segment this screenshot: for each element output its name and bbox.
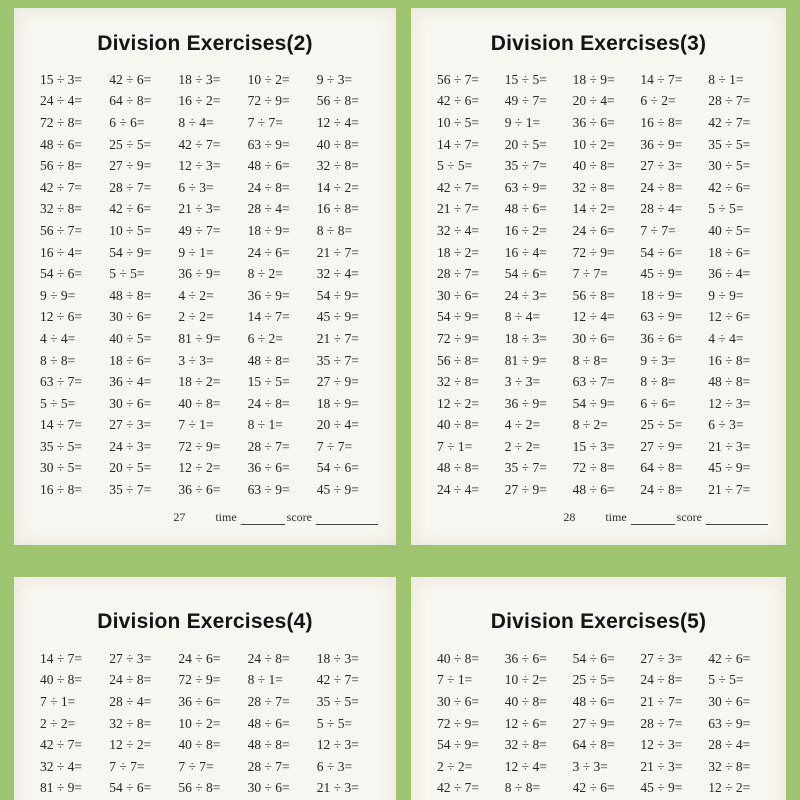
division-problem: 27 ÷ 9= [109,158,152,174]
division-problem: 18 ÷ 9= [247,222,290,238]
division-problem: 42 ÷ 6= [708,650,751,666]
score-label: score [286,509,312,524]
division-problem: 21 ÷ 7= [640,693,683,709]
division-problem: 14 ÷ 7= [437,136,480,152]
division-problem: 15 ÷ 3= [572,438,615,454]
division-problem: 28 ÷ 4= [708,737,751,753]
division-problem: 24 ÷ 6= [572,222,615,238]
division-problem: 32 ÷ 4= [316,266,359,282]
division-problem: 49 ÷ 7= [178,222,221,238]
division-problem: 8 ÷ 8= [40,352,76,368]
division-problem: 30 ÷ 5= [40,460,83,476]
division-problem: 30 ÷ 6= [572,330,615,346]
problems-grid [14,69,396,501]
problems-grid [411,648,786,799]
page-title: Division Exercises(2) [97,32,313,55]
division-problem: 9 ÷ 9= [40,287,76,303]
division-problem: 28 ÷ 7= [708,93,751,109]
division-problem: 48 ÷ 6= [247,715,290,731]
division-problem: 72 ÷ 9= [178,672,221,688]
division-problem: 35 ÷ 7= [504,460,547,476]
division-problem: 48 ÷ 8= [708,374,751,390]
division-problem: 12 ÷ 6= [708,309,751,325]
division-problem: 9 ÷ 1= [178,244,214,260]
division-problem: 32 ÷ 8= [572,179,615,195]
division-problem: 54 ÷ 6= [640,244,683,260]
worksheet-page-division-5 [411,577,786,800]
division-problem: 7 ÷ 7= [247,114,283,130]
division-problem: 28 ÷ 7= [247,438,290,454]
division-problem: 54 ÷ 6= [504,266,547,282]
division-problem: 40 ÷ 8= [40,672,83,688]
division-problem: 12 ÷ 4= [316,114,359,130]
division-problem: 45 ÷ 9= [316,309,359,325]
division-problem: 40 ÷ 8= [572,158,615,174]
division-problem: 7 ÷ 7= [640,222,676,238]
division-problem: 36 ÷ 6= [504,650,547,666]
division-problem: 24 ÷ 8= [640,179,683,195]
division-problem: 16 ÷ 8= [40,482,83,498]
division-problem: 36 ÷ 6= [247,460,290,476]
division-problem: 63 ÷ 7= [40,374,83,390]
division-problem: 42 ÷ 6= [708,179,751,195]
division-problem: 7 ÷ 7= [178,758,214,774]
division-problem: 56 ÷ 8= [40,158,83,174]
division-problem: 32 ÷ 8= [316,158,359,174]
division-problem: 8 ÷ 2= [247,266,283,282]
division-problem: 45 ÷ 9= [708,460,751,476]
division-problem: 48 ÷ 8= [247,737,290,753]
division-problem: 20 ÷ 4= [572,93,615,109]
division-problem: 63 ÷ 9= [247,482,290,498]
division-problem: 15 ÷ 5= [247,374,290,390]
division-problem: 32 ÷ 8= [109,715,152,731]
division-problem: 27 ÷ 3= [109,650,152,666]
division-problem: 8 ÷ 8= [316,222,353,238]
division-problem: 27 ÷ 3= [640,158,683,174]
division-problem: 28 ÷ 4= [640,201,683,217]
division-problem: 54 ÷ 9= [572,395,615,411]
division-problem: 45 ÷ 9= [640,266,683,282]
division-problem: 40 ÷ 8= [437,417,480,433]
division-problem: 40 ÷ 8= [178,395,221,411]
division-problem: 56 ÷ 8= [316,93,359,109]
page-title: Division Exercises(3) [490,32,707,55]
division-problem: 54 ÷ 9= [109,244,152,260]
division-problem: 48 ÷ 8= [109,287,152,303]
division-problem: 48 ÷ 6= [572,693,615,709]
division-problem: 27 ÷ 9= [504,482,547,498]
division-problem: 12 ÷ 4= [504,758,547,774]
division-problem: 18 ÷ 3= [178,71,221,87]
division-problem: 27 ÷ 3= [640,650,683,666]
division-problem: 6 ÷ 2= [247,330,283,346]
division-problem: 5 ÷ 5= [708,672,744,688]
division-problem: 8 ÷ 1= [247,417,283,433]
division-problem: 32 ÷ 8= [40,201,83,217]
division-problem: 6 ÷ 6= [109,114,145,130]
division-problem: 28 ÷ 7= [109,179,152,195]
division-problem: 12 ÷ 6= [40,309,83,325]
division-problem: 72 ÷ 9= [178,438,221,454]
division-problem: 36 ÷ 6= [572,114,615,130]
division-problem: 42 ÷ 6= [109,201,152,217]
time-label: time [605,509,627,524]
score-blank-line [706,513,768,525]
division-problem: 48 ÷ 6= [40,136,83,152]
division-problem: 32 ÷ 4= [437,222,480,238]
division-problem: 81 ÷ 9= [40,780,83,796]
division-problem: 28 ÷ 7= [437,266,480,282]
division-problem: 30 ÷ 6= [437,287,480,303]
division-problem: 8 ÷ 4= [504,309,541,325]
division-problem: 36 ÷ 9= [178,266,221,282]
division-problem: 8 ÷ 4= [178,114,214,130]
division-problem: 48 ÷ 6= [572,482,615,498]
division-problem: 25 ÷ 5= [109,136,152,152]
division-problem: 36 ÷ 4= [708,266,751,282]
worksheet-page-division-3 [411,8,786,545]
division-problem: 16 ÷ 2= [504,222,547,238]
division-problem: 7 ÷ 1= [40,693,76,709]
division-problem: 5 ÷ 5= [316,715,353,731]
division-problem: 24 ÷ 6= [178,650,221,666]
division-problem: 24 ÷ 4= [40,93,83,109]
division-problem: 35 ÷ 5= [708,136,751,152]
division-problem: 10 ÷ 2= [247,71,290,87]
division-problem: 8 ÷ 2= [572,417,608,433]
division-problem: 14 ÷ 7= [640,71,683,87]
division-problem: 24 ÷ 3= [504,287,547,303]
division-problem: 35 ÷ 5= [316,693,359,709]
division-problem: 35 ÷ 7= [109,482,152,498]
page-number: 27 [173,509,186,524]
division-problem: 48 ÷ 8= [247,352,290,368]
division-problem: 20 ÷ 5= [504,136,547,152]
division-problem: 35 ÷ 7= [316,352,359,368]
division-problem: 42 ÷ 6= [437,93,480,109]
division-problem: 36 ÷ 6= [178,693,221,709]
division-problem: 21 ÷ 3= [640,758,683,774]
division-problem: 8 ÷ 1= [247,672,283,688]
division-problem: 3 ÷ 3= [572,758,608,774]
division-problem: 14 ÷ 7= [40,417,83,433]
division-problem: 24 ÷ 8= [247,179,290,195]
division-problem: 28 ÷ 4= [109,693,152,709]
division-problem: 16 ÷ 8= [316,201,359,217]
division-problem: 5 ÷ 5= [109,266,145,282]
division-problem: 56 ÷ 8= [178,780,221,796]
division-problem: 72 ÷ 9= [437,330,480,346]
division-problem: 20 ÷ 4= [316,417,359,433]
division-problem: 6 ÷ 3= [316,758,353,774]
division-problem: 40 ÷ 8= [437,650,480,666]
division-problem: 54 ÷ 9= [437,737,480,753]
score-blank-line [316,513,378,525]
division-problem: 14 ÷ 7= [40,650,83,666]
division-problem: 7 ÷ 7= [109,758,145,774]
division-problem: 81 ÷ 9= [504,352,547,368]
division-problem: 42 ÷ 7= [437,179,480,195]
division-problem: 32 ÷ 8= [708,758,751,774]
division-problem: 40 ÷ 8= [178,737,221,753]
page-footer [411,510,786,525]
division-problem: 28 ÷ 7= [640,715,683,731]
division-problem: 54 ÷ 6= [40,266,83,282]
division-problem: 48 ÷ 8= [437,460,480,476]
division-problem: 54 ÷ 9= [316,287,359,303]
division-problem: 24 ÷ 8= [640,482,683,498]
division-problem: 48 ÷ 6= [247,158,290,174]
division-problem: 21 ÷ 7= [708,482,751,498]
division-problem: 12 ÷ 6= [504,715,547,731]
division-problem: 12 ÷ 3= [640,737,683,753]
division-problem: 72 ÷ 9= [247,93,290,109]
division-problem: 27 ÷ 9= [316,374,359,390]
division-problem: 12 ÷ 3= [178,158,221,174]
division-problem: 21 ÷ 3= [178,201,221,217]
division-problem: 64 ÷ 8= [572,737,615,753]
division-problem: 30 ÷ 6= [437,693,480,709]
division-problem: 32 ÷ 8= [504,737,547,753]
division-problem: 48 ÷ 6= [504,201,547,217]
division-problem: 54 ÷ 6= [316,460,359,476]
problems-grid [14,648,396,799]
division-problem: 2 ÷ 2= [40,715,76,731]
division-problem: 54 ÷ 6= [109,780,152,796]
division-problem: 6 ÷ 2= [640,93,676,109]
division-problem: 12 ÷ 2= [708,780,751,796]
division-problem: 28 ÷ 7= [247,758,290,774]
division-problem: 3 ÷ 3= [504,374,541,390]
division-problem: 16 ÷ 2= [178,93,221,109]
division-problem: 10 ÷ 2= [178,715,221,731]
division-problem: 45 ÷ 9= [640,780,683,796]
division-problem: 27 ÷ 9= [572,715,615,731]
division-problem: 12 ÷ 4= [572,309,615,325]
division-problem: 16 ÷ 4= [40,244,83,260]
division-problem: 12 ÷ 3= [708,395,751,411]
division-problem: 2 ÷ 2= [178,309,214,325]
division-problem: 45 ÷ 9= [316,482,359,498]
division-problem: 54 ÷ 6= [572,650,615,666]
division-problem: 56 ÷ 8= [572,287,615,303]
division-problem: 21 ÷ 7= [316,330,359,346]
page-title: Division Exercises(5) [490,610,707,633]
worksheet-page-division-4 [14,577,396,800]
division-problem: 14 ÷ 2= [572,201,615,217]
division-problem: 18 ÷ 9= [316,395,359,411]
division-problem: 18 ÷ 3= [316,650,359,666]
division-problem: 5 ÷ 5= [40,395,76,411]
division-problem: 18 ÷ 2= [178,374,221,390]
division-problem: 21 ÷ 7= [437,201,480,217]
time-blank-line [631,513,675,525]
division-problem: 25 ÷ 5= [572,672,615,688]
division-problem: 7 ÷ 1= [437,438,473,454]
division-problem: 12 ÷ 2= [178,460,221,476]
division-problem: 18 ÷ 2= [437,244,480,260]
division-problem: 36 ÷ 6= [640,330,683,346]
division-problem: 25 ÷ 5= [640,417,683,433]
division-problem: 36 ÷ 4= [109,374,152,390]
division-problem: 9 ÷ 3= [640,352,676,368]
division-problem: 14 ÷ 2= [316,179,359,195]
division-problem: 27 ÷ 9= [640,438,683,454]
division-problem: 3 ÷ 3= [178,352,214,368]
division-problem: 27 ÷ 3= [109,417,152,433]
division-problem: 4 ÷ 4= [708,330,744,346]
division-problem: 12 ÷ 3= [316,737,359,753]
division-problem: 15 ÷ 5= [504,71,547,87]
division-problem: 5 ÷ 5= [437,158,473,174]
division-problem: 4 ÷ 4= [40,330,76,346]
division-problem: 24 ÷ 6= [247,244,290,260]
division-problem: 28 ÷ 4= [247,201,290,217]
time-blank-line [241,513,285,525]
division-problem: 30 ÷ 6= [708,693,751,709]
division-problem: 63 ÷ 9= [640,309,683,325]
division-problem: 63 ÷ 9= [247,136,290,152]
division-problem: 42 ÷ 7= [40,179,83,195]
division-problem: 9 ÷ 3= [316,71,353,87]
division-problem: 10 ÷ 2= [504,672,547,688]
division-problem: 21 ÷ 3= [316,780,359,796]
division-problem: 42 ÷ 6= [572,780,615,796]
division-problem: 56 ÷ 7= [40,222,83,238]
division-problem: 24 ÷ 8= [247,650,290,666]
division-problem: 20 ÷ 5= [109,460,152,476]
page-footer [14,510,396,525]
division-problem: 42 ÷ 7= [178,136,221,152]
division-problem: 9 ÷ 9= [708,287,744,303]
division-problem: 54 ÷ 9= [437,309,480,325]
division-problem: 16 ÷ 8= [640,114,683,130]
division-problem: 18 ÷ 3= [504,330,547,346]
division-problem: 7 ÷ 7= [316,438,353,454]
division-problem: 10 ÷ 5= [109,222,152,238]
division-problem: 56 ÷ 7= [437,71,480,87]
division-problem: 40 ÷ 5= [708,222,751,238]
division-problem: 64 ÷ 8= [640,460,683,476]
division-problem: 32 ÷ 8= [437,374,480,390]
division-problem: 36 ÷ 6= [178,482,221,498]
division-problem: 10 ÷ 2= [572,136,615,152]
division-problem: 28 ÷ 7= [247,693,290,709]
division-problem: 72 ÷ 8= [572,460,615,476]
division-problem: 9 ÷ 1= [504,114,541,130]
division-problem: 36 ÷ 9= [504,395,547,411]
division-problem: 63 ÷ 9= [708,715,751,731]
division-problem: 2 ÷ 2= [504,438,541,454]
division-problem: 72 ÷ 8= [40,114,83,130]
division-problem: 15 ÷ 3= [40,71,83,87]
division-problem: 10 ÷ 5= [437,114,480,130]
division-problem: 42 ÷ 7= [437,780,480,796]
division-problem: 42 ÷ 7= [40,737,83,753]
division-problem: 40 ÷ 8= [316,136,359,152]
division-problem: 35 ÷ 5= [40,438,83,454]
division-problem: 7 ÷ 1= [437,672,473,688]
division-problem: 42 ÷ 6= [109,71,152,87]
division-problem: 12 ÷ 2= [437,395,480,411]
division-problem: 12 ÷ 2= [109,737,152,753]
division-problem: 24 ÷ 8= [109,672,152,688]
division-problem: 16 ÷ 8= [708,352,751,368]
division-problem: 36 ÷ 9= [640,136,683,152]
division-problem: 8 ÷ 8= [572,352,608,368]
division-problem: 36 ÷ 9= [247,287,290,303]
division-problem: 18 ÷ 9= [572,71,615,87]
division-problem: 7 ÷ 7= [572,266,608,282]
division-problem: 42 ÷ 7= [316,672,359,688]
problems-grid [411,69,786,501]
division-problem: 6 ÷ 3= [708,417,744,433]
division-problem: 30 ÷ 6= [109,309,152,325]
division-problem: 5 ÷ 5= [708,201,744,217]
score-label: score [676,509,702,524]
division-problem: 72 ÷ 9= [437,715,480,731]
division-problem: 18 ÷ 6= [109,352,152,368]
division-problem: 40 ÷ 5= [109,330,152,346]
division-problem: 63 ÷ 9= [504,179,547,195]
division-problem: 24 ÷ 3= [109,438,152,454]
division-problem: 35 ÷ 7= [504,158,547,174]
division-problem: 8 ÷ 8= [504,780,541,796]
division-problem: 24 ÷ 4= [437,482,480,498]
division-problem: 16 ÷ 4= [504,244,547,260]
division-problem: 8 ÷ 8= [640,374,676,390]
division-problem: 63 ÷ 7= [572,374,615,390]
division-problem: 21 ÷ 3= [708,438,751,454]
worksheet-page-division-2 [14,8,396,545]
division-problem: 72 ÷ 9= [572,244,615,260]
division-problem: 18 ÷ 9= [640,287,683,303]
division-problem: 14 ÷ 7= [247,309,290,325]
division-problem: 42 ÷ 7= [708,114,751,130]
page-title: Division Exercises(4) [97,610,313,633]
division-problem: 18 ÷ 6= [708,244,751,260]
division-problem: 56 ÷ 8= [437,352,480,368]
division-problem: 30 ÷ 6= [247,780,290,796]
division-problem: 7 ÷ 1= [178,417,214,433]
division-problem: 2 ÷ 2= [437,758,473,774]
division-problem: 40 ÷ 8= [504,693,547,709]
time-label: time [215,509,237,524]
division-problem: 32 ÷ 4= [40,758,83,774]
division-problem: 6 ÷ 3= [178,179,214,195]
division-problem: 81 ÷ 9= [178,330,221,346]
division-problem: 30 ÷ 5= [708,158,751,174]
division-problem: 6 ÷ 6= [640,395,676,411]
division-problem: 64 ÷ 8= [109,93,152,109]
division-problem: 4 ÷ 2= [504,417,541,433]
division-problem: 30 ÷ 6= [109,395,152,411]
division-problem: 8 ÷ 1= [708,71,744,87]
page-number: 28 [563,509,576,524]
division-problem: 4 ÷ 2= [178,287,214,303]
division-problem: 49 ÷ 7= [504,93,547,109]
division-problem: 24 ÷ 8= [247,395,290,411]
division-problem: 21 ÷ 7= [316,244,359,260]
division-problem: 24 ÷ 8= [640,672,683,688]
